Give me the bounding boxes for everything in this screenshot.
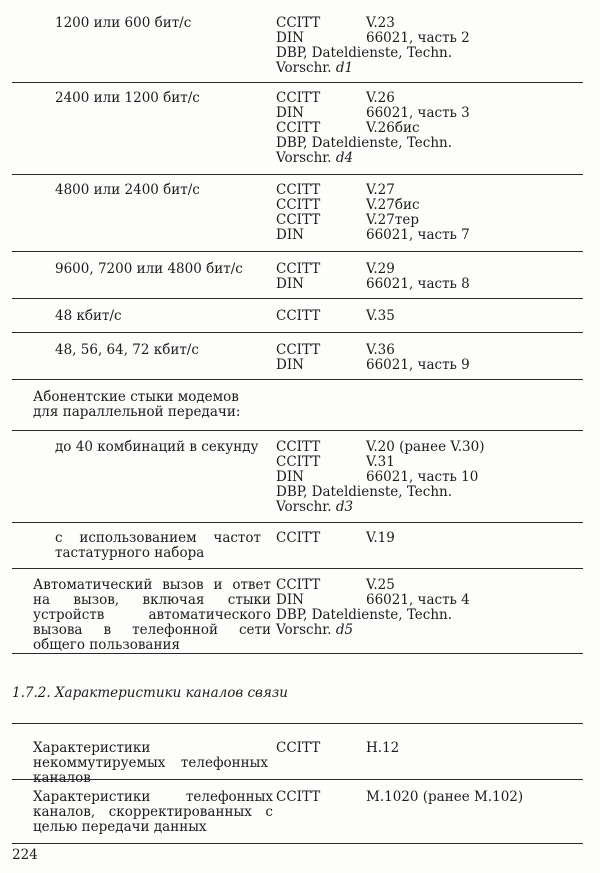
row-6-ref-1: V.36 [366,342,395,358]
row-1-std-1: CCITT [276,15,321,31]
row-1-std-4: Vorschr. d1 [276,60,354,76]
row-5-speed: 48 кбит/с [55,308,122,324]
row-4-std-1: CCITT [276,261,321,277]
row-2-ref-2: 66021, часть 3 [366,105,470,121]
channel-row-1-ref-1: H.12 [366,740,400,756]
row-2-std-3: CCITT [276,120,321,136]
parallel-row-1-ref-1: V.20 (ранее V.30) [366,439,485,455]
row-1-std-2: DIN [276,30,304,46]
row-3-std-1: CCITT [276,182,321,198]
row-6-std-2: DIN [276,357,304,373]
row-1-std-3: DBP, Dateldienste, Techn. [276,45,453,61]
page-number: 224 [12,847,38,863]
row-divider [12,653,583,654]
row-3-ref-4: 66021, часть 7 [366,227,470,243]
parallel-row-1-std-1: CCITT [276,439,321,455]
parallel-row-1-ref-3: 66021, часть 10 [366,469,479,485]
row-2-ref-3: V.26бис [366,120,420,136]
channel-row-2-left: Характеристики телефонных каналов, скорректированных с целью передачи данных [33,789,273,835]
row-divider [12,82,583,83]
row-6-std-1: CCITT [276,342,321,358]
row-6-ref-2: 66021, часть 9 [366,357,470,373]
parallel-row-2-left: с использованием частот тастатурного набора [55,530,261,561]
auto-call-std-3: DBP, Dateldienste, Techn. [276,607,453,623]
auto-call-ref-1: V.25 [366,577,395,593]
row-divider [12,430,583,431]
row-4-ref-1: V.29 [366,261,395,277]
row-2-std-1: CCITT [276,90,321,106]
row-divider [12,332,583,333]
row-3-std-2: CCITT [276,197,321,213]
row-1-ref-2: 66021, часть 2 [366,30,470,46]
row-3-std-4: DIN [276,227,304,243]
channel-row-1-std-1: CCITT [276,740,321,756]
auto-call-std-1: CCITT [276,577,321,593]
row-4-speed: 9600, 7200 или 4800 бит/с [55,261,243,277]
row-5-std-1: CCITT [276,308,321,324]
channel-row-2-ref-1: M.1020 (ранее M.102) [366,789,524,805]
row-3-std-3: CCITT [276,212,321,228]
row-divider [12,843,583,844]
channel-row-2-std-1: CCITT [276,789,321,805]
auto-call-std-2: DIN [276,592,304,608]
row-1-ref-1: V.23 [366,15,395,31]
row-2-std-4: DBP, Dateldienste, Techn. [276,135,453,151]
parallel-heading: Абонентские стыки модемов для параллельной передачи: [33,389,241,420]
row-1-note: d1 [335,60,354,76]
parallel-row-1-std-2: CCITT [276,454,321,470]
row-3-ref-2: V.27бис [366,197,420,213]
parallel-row-1-std-4: DBP, Dateldienste, Techn. [276,484,453,500]
parallel-row-1-std-3: DIN [276,469,304,485]
parallel-row-2-std-1: CCITT [276,530,321,546]
row-divider [12,723,583,724]
row-divider [12,298,583,299]
row-divider [12,779,583,780]
row-divider [12,174,583,175]
row-divider [12,568,583,569]
row-2-std-2: DIN [276,105,304,121]
row-2-note: d4 [335,150,354,166]
parallel-row-1-note: d3 [335,499,354,515]
row-5-ref-1: V.35 [366,308,395,324]
parallel-row-1-std-5: Vorschr. d3 [276,499,354,515]
row-3-ref-1: V.27 [366,182,395,198]
auto-call-left: Автоматический вызов и ответ на вызов, включая стыки устройств автоматического вызова в телефонной сети общего пользования [33,577,271,653]
row-4-ref-2: 66021, часть 8 [366,276,470,292]
row-divider [12,522,583,523]
parallel-row-1-left: до 40 комбинаций в секунду [55,439,259,455]
parallel-row-2-ref-1: V.19 [366,530,395,546]
row-2-speed: 2400 или 1200 бит/с [55,90,200,106]
row-2-ref-1: V.26 [366,90,395,106]
auto-call-std-4: Vorschr. d5 [276,622,354,638]
row-6-speed: 48, 56, 64, 72 кбит/с [55,342,199,358]
row-divider [12,251,583,252]
auto-call-note: d5 [335,622,354,638]
row-3-ref-3: V.27тер [366,212,419,228]
row-4-std-2: DIN [276,276,304,292]
section-heading: 1.7.2. Характеристики каналов связи [12,685,288,701]
row-divider [12,379,583,380]
row-1-speed: 1200 или 600 бит/с [55,15,192,31]
auto-call-ref-2: 66021, часть 4 [366,592,470,608]
row-2-std-5: Vorschr. d4 [276,150,354,166]
parallel-row-1-ref-2: V.31 [366,454,395,470]
channel-row-1-left: Характеристики некоммутируемых телефонных каналов [33,740,268,786]
row-3-speed: 4800 или 2400 бит/с [55,182,200,198]
